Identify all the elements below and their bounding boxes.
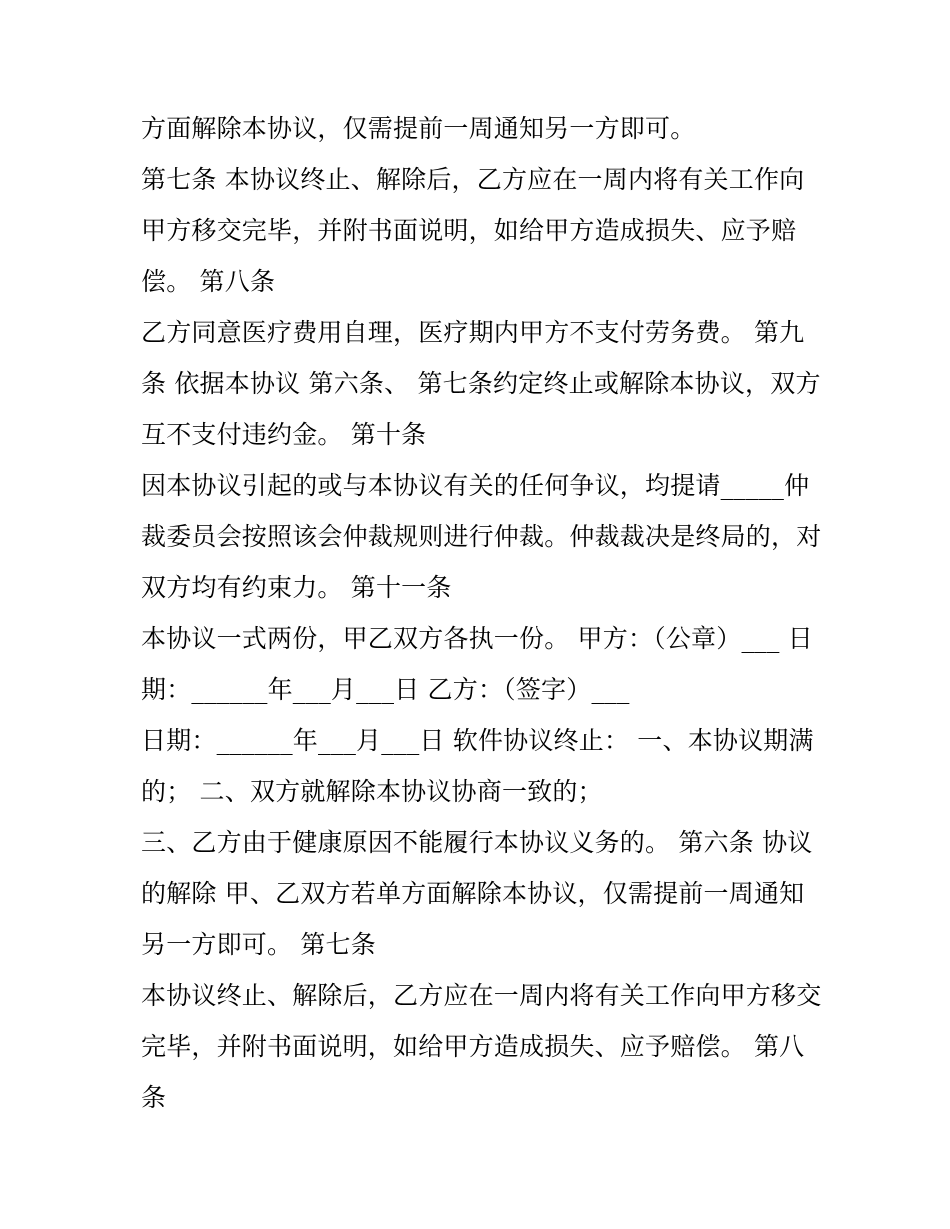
text-line: 本协议一式两份，甲乙双方各执一份。 甲方：（公章）___ 日 (141, 624, 813, 653)
text-line: 偿。 第八条 (141, 267, 276, 296)
text-line: 另一方即可。 第七条 (141, 930, 376, 959)
text-line: 条 依据本协议 第六条、 第七条约定终止或解除本协议，双方 (141, 369, 821, 398)
text-line: 本协议终止、解除后，乙方应在一周内将有关工作向甲方移交 (141, 981, 822, 1010)
text-line: 日期：______年___月___日 软件协议终止： 一、本协议期满 (141, 726, 814, 755)
text-line: 完毕，并附书面说明，如给甲方造成损失、应予赔偿。 第八 (141, 1032, 805, 1061)
text-line: 第七条 本协议终止、解除后，乙方应在一周内将有关工作向 (141, 165, 805, 194)
text-line: 因本协议引起的或与本协议有关的任何争议，均提请_____仲 (141, 471, 810, 500)
text-line: 方面解除本协议，仅需提前一周通知另一方即可。 (141, 114, 696, 143)
text-line: 互不支付违约金。 第十条 (141, 420, 427, 449)
text-line: 甲方移交完毕，并附书面说明，如给甲方造成损失、应予赔 (141, 216, 797, 245)
text-line: 的解除 甲、乙双方若单方面解除本协议，仅需提前一周通知 (141, 879, 805, 908)
text-line: 的； 二、双方就解除本协议协商一致的； (141, 777, 603, 806)
document-body (141, 103, 821, 1123)
text-line: 条 (141, 1083, 167, 1112)
text-line: 三、乙方由于健康原因不能履行本协议义务的。 第六条 协议 (141, 828, 813, 857)
text-line: 双方均有约束力。 第十一条 (141, 573, 452, 602)
text-line: 乙方同意医疗费用自理，医疗期内甲方不支付劳务费。 第九 (141, 318, 805, 347)
text-line: 期：______年___月___日 乙方：（签字）___ (141, 675, 630, 704)
text-line: 裁委员会按照该会仲裁规则进行仲裁。仲裁裁决是终局的，对 (141, 522, 822, 551)
